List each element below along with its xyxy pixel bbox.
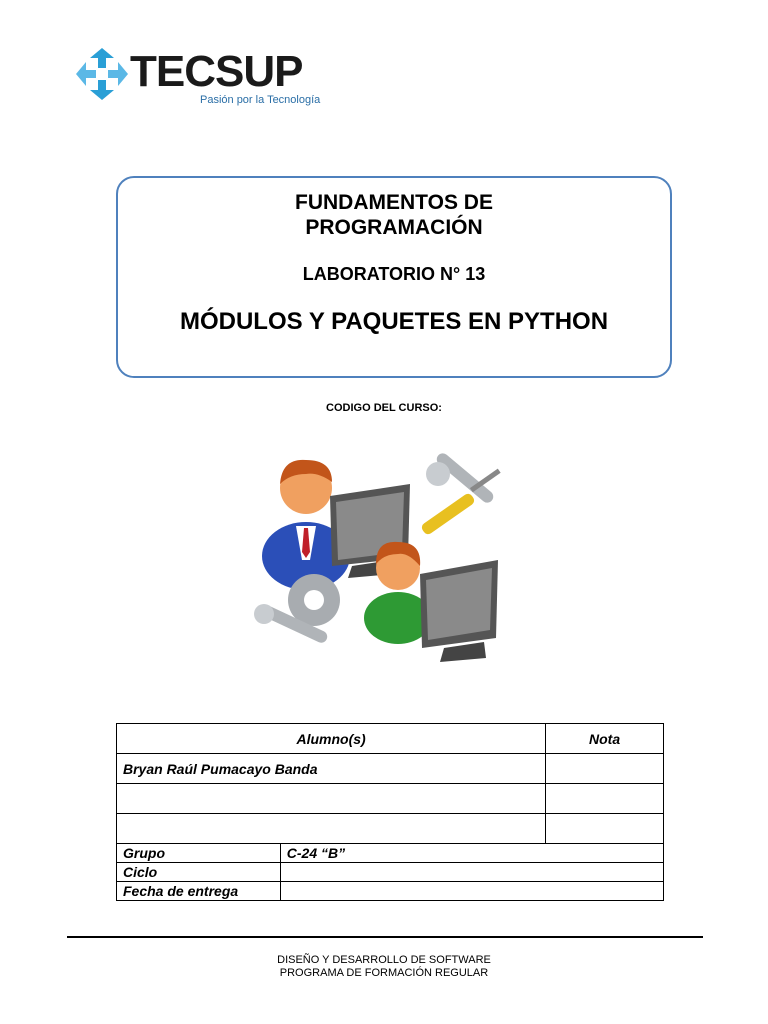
group-value: C-24 “B” [280, 844, 663, 863]
footer-line2: PROGRAMA DE FORMACIÓN REGULAR [279, 967, 489, 979]
cycle-value [280, 863, 663, 882]
lab-topic: MÓDULOS Y PAQUETES EN PYTHON [179, 308, 609, 335]
table-row [117, 814, 664, 844]
grade-header: Nota [546, 724, 664, 754]
footer-divider [67, 936, 703, 938]
student-grade [546, 784, 664, 814]
logo-tagline: Pasión por la Tecnología [200, 94, 321, 106]
footer [0, 954, 768, 980]
cycle-row [117, 863, 664, 882]
footer-line1: DISEÑO Y DESARROLLO DE SOFTWARE [277, 954, 491, 966]
course-code-label: CODIGO DEL CURSO: [326, 402, 442, 414]
student-info-table [116, 723, 664, 901]
table-row [117, 784, 664, 814]
group-row [117, 844, 664, 863]
logo-wordmark: TECSUP [130, 47, 303, 96]
student-name [117, 814, 546, 844]
table-row [117, 754, 664, 784]
front-monitor-icon [420, 560, 498, 662]
gear-wrench-icon [254, 574, 340, 645]
tecsup-emblem-icon [72, 44, 132, 104]
title-box [116, 176, 672, 378]
course-title-line1: FUNDAMENTOS DE [295, 191, 493, 214]
due-date-row [117, 882, 664, 901]
lab-number: LABORATORIO N° 13 [302, 264, 486, 284]
student-grade [546, 754, 664, 784]
table-header-row [117, 724, 664, 754]
student-name: Bryan Raúl Pumacayo Banda [117, 754, 546, 784]
wrench-screwdriver-icon [420, 451, 501, 536]
due-date-label: Fecha de entrega [117, 882, 281, 901]
due-date-value [280, 882, 663, 901]
student-name [117, 784, 546, 814]
course-title-line2: PROGRAMACIÓN [305, 216, 483, 239]
group-label: Grupo [117, 844, 281, 863]
students-header: Alumno(s) [117, 724, 546, 754]
cycle-label: Ciclo [117, 863, 281, 882]
student-grade [546, 814, 664, 844]
course-title [118, 190, 670, 240]
tecsup-logo [72, 44, 332, 114]
programmers-illustration [248, 448, 510, 666]
